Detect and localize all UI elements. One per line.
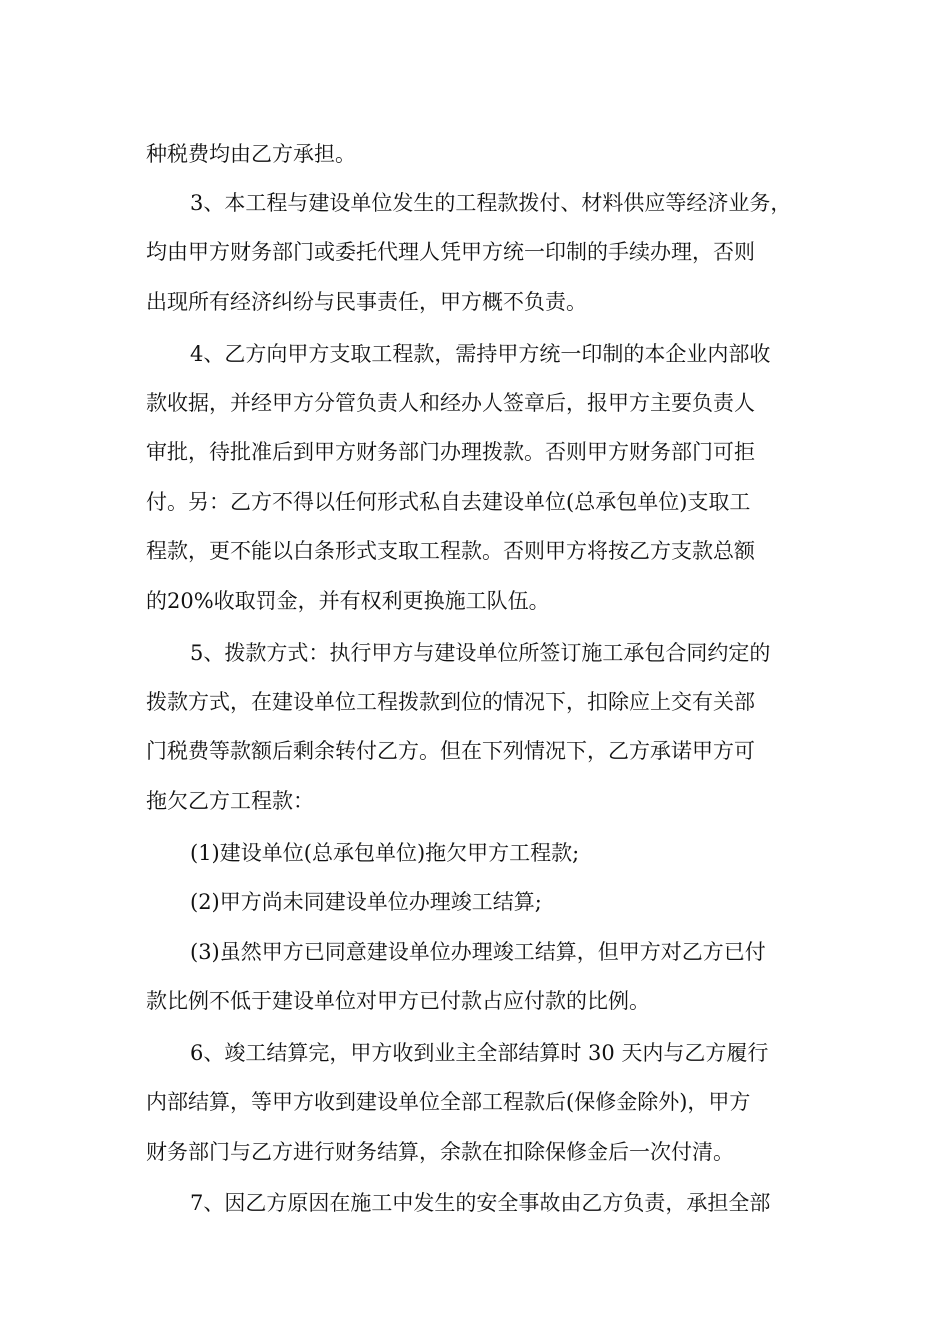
- text-line: 款收据，并经甲方分管负责人和经办人签章后，报甲方主要负责人: [146, 391, 755, 415]
- paragraph-6-start: 6、竣工结算完，甲方收到业主全部结算时 30 天内与乙方履行: [190, 1041, 769, 1065]
- paragraph-7-start: 7、因乙方原因在施工中发生的安全事故由乙方负责，承担全部: [190, 1191, 771, 1215]
- text-line: 的20%收取罚金，并有权利更换施工队伍。: [146, 589, 550, 613]
- text-line: 付。另：乙方不得以任何形式私自去建设单位(总承包单位)支取工: [146, 490, 751, 514]
- text-line: 审批，待批准后到甲方财务部门办理拨款。否则甲方财务部门可拒: [146, 440, 755, 464]
- text-line: 款比例不低于建设单位对甲方已付款占应付款的比例。: [146, 989, 650, 1013]
- paragraph-3-start: 3、本工程与建设单位发生的工程款拨付、材料供应等经济业务，: [190, 191, 792, 215]
- list-item-1: (1)建设单位(总承包单位)拖欠甲方工程款;: [190, 841, 580, 865]
- text-line: 种税费均由乙方承担。: [146, 142, 356, 166]
- paragraph-5-start: 5、拨款方式：执行甲方与建设单位所签订施工承包合同约定的: [190, 641, 771, 665]
- text-line: 程款，更不能以白条形式支取工程款。否则甲方将按乙方支款总额: [146, 539, 755, 563]
- text-line: 门税费等款额后剩余转付乙方。但在下列情况下，乙方承诺甲方可: [146, 739, 755, 763]
- text-line: 拖欠乙方工程款：: [146, 789, 314, 813]
- list-item-2: (2)甲方尚未同建设单位办理竣工结算;: [190, 890, 542, 914]
- list-item-3: (3)虽然甲方已同意建设单位办理竣工结算，但甲方对乙方已付: [190, 940, 766, 964]
- text-line: 财务部门与乙方进行财务结算，余款在扣除保修金后一次付清。: [146, 1140, 734, 1164]
- paragraph-4-start: 4、乙方向甲方支取工程款，需持甲方统一印制的本企业内部收: [190, 342, 771, 366]
- text-line: 拨款方式，在建设单位工程拨款到位的情况下，扣除应上交有关部: [146, 690, 755, 714]
- text-line: 均由甲方财务部门或委托代理人凭甲方统一印制的手续办理，否则: [146, 240, 755, 264]
- text-line: 内部结算，等甲方收到建设单位全部工程款后(保修金除外)，甲方: [146, 1090, 751, 1114]
- text-line: 出现所有经济纠纷与民事责任，甲方概不负责。: [146, 290, 587, 314]
